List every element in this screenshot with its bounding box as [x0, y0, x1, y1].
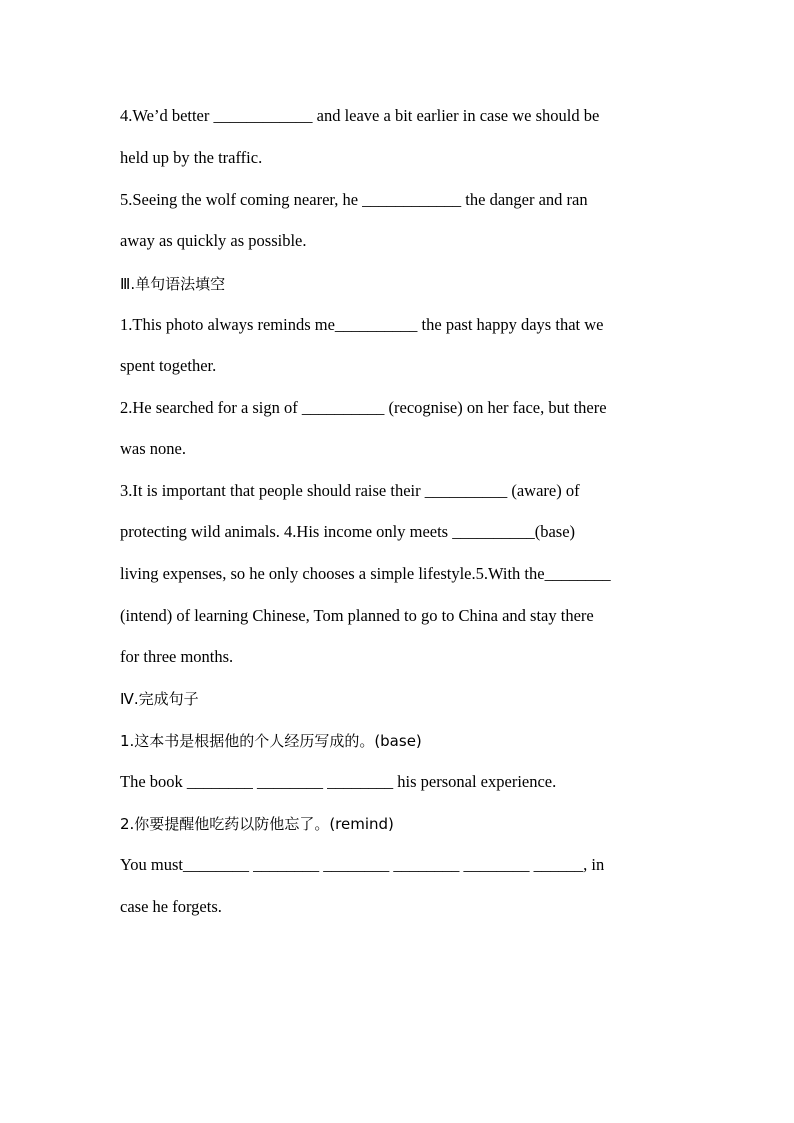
iii-q1-line-1: 1.This photo always reminds me__________ the past happy days that we: [120, 315, 604, 334]
iii-q2-line-1: 2.He searched for a sign of __________ (recognise) on her face, but there: [120, 398, 607, 417]
iv-q1-prompt: 1.这本书是根据他的个人经历写成的。(base): [120, 732, 422, 750]
iv-q1-answer-line: The book ________ ________ ________ his personal experience.: [120, 772, 557, 791]
q4-line-1: 4.We’d better ____________ and leave a bit earlier in case we should be: [120, 106, 600, 125]
q5-line-1: 5.Seeing the wolf coming nearer, he ____________ the danger and ran: [120, 190, 588, 209]
q5-line-2: away as quickly as possible.: [120, 231, 307, 250]
section-iii-heading: Ⅲ.单句语法填空: [120, 275, 226, 293]
iv-q2-answer-line-1: You must________ ________ ________ ________ ________ ______, in: [120, 855, 605, 874]
iii-q3-line-1: 3.It is important that people should raise their __________ (aware) of: [120, 481, 580, 500]
iii-q3-line-2: protecting wild animals. 4.His income only meets __________(base): [120, 522, 576, 541]
iii-q3-line-4: (intend) of learning Chinese, Tom planned to go to China and stay there: [120, 606, 594, 625]
iv-q2-prompt: 2.你要提醒他吃药以防他忘了。(remind): [120, 815, 394, 833]
iii-q3-line-3: living expenses, so he only chooses a simple lifestyle.5.With the________: [120, 564, 611, 583]
iii-q1-line-2: spent together.: [120, 356, 217, 375]
section-iv-heading: Ⅳ.完成句子: [120, 690, 199, 708]
iv-q2-answer-line-2: case he forgets.: [120, 897, 222, 916]
q4-line-2: held up by the traffic.: [120, 148, 263, 167]
iii-q2-line-2: was none.: [120, 439, 186, 458]
iii-q3-line-5: for three months.: [120, 647, 234, 666]
